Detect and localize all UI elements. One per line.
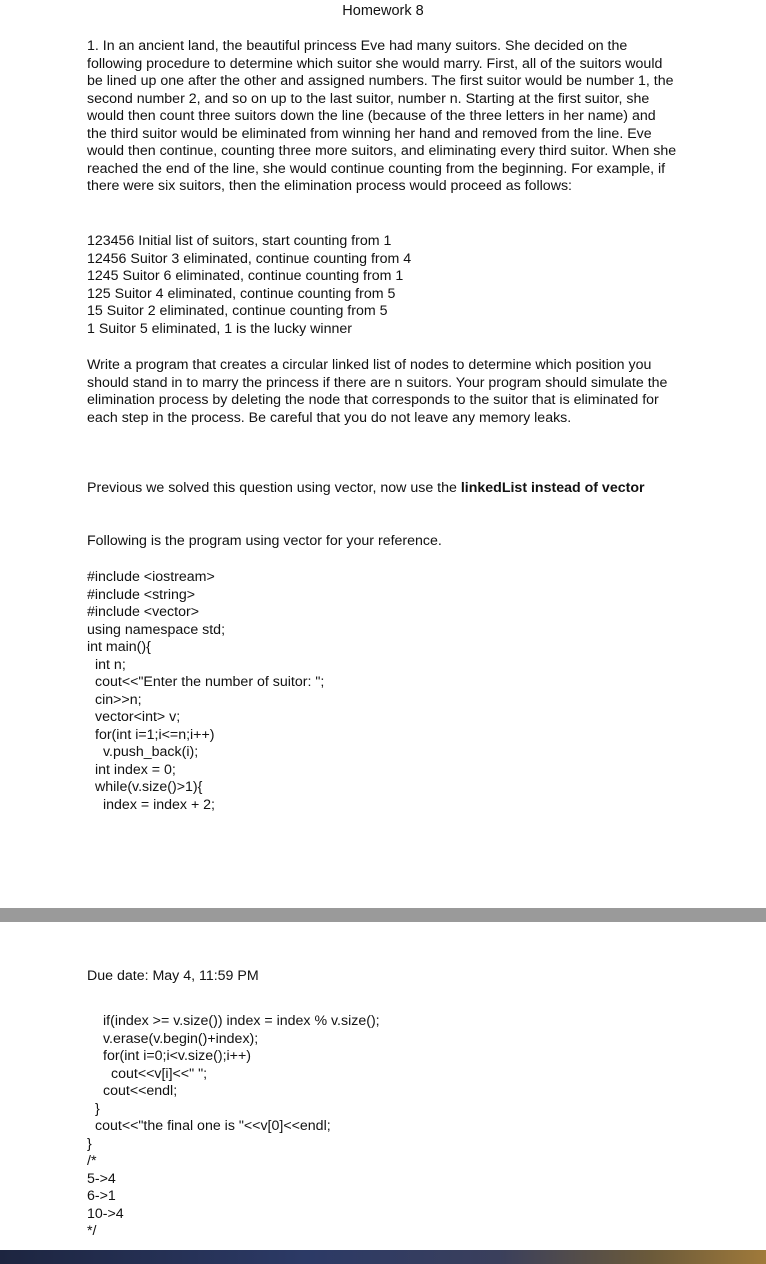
code-line: v.erase(v.begin()+index); xyxy=(103,1030,259,1047)
page-separator xyxy=(0,908,766,922)
code-line: 10->4 xyxy=(87,1205,124,1222)
code-line: 6->1 xyxy=(87,1188,116,1204)
previous-note xyxy=(87,480,679,498)
code-line: using namespace std; xyxy=(87,621,226,638)
code-line: } xyxy=(95,1100,100,1117)
step-line: 15 Suitor 2 eliminated, continue counting from 5 xyxy=(87,303,388,319)
previous-note-text: Previous we solved this question using vector, now use the xyxy=(87,480,461,496)
code-line: int index = 0; xyxy=(95,761,176,778)
step-line: 1 Suitor 5 eliminated, 1 is the lucky winner xyxy=(87,320,352,337)
problem-paragraph: 1. In an ancient land, the beautiful princess Eve had many suitors. She decided on the following procedure to determine which suitor she would marry. First, all of the suitors would be lined up one after the other and assigned numbers. The first suitor would be number 1, the second number 2, and so on up to the last suitor, number n. Starting at the first suitor, she would then count three suitors down the line (because of the three letters in her name) and the third suitor would be eliminated from winning her hand and removed from the line. Eve would then continue, counting three more suitors, and eliminating every third suitor. When she reached the end of the line, she would continue counting from the beginning. For example, if there were six suitors, then the elimination process would proceed as follows: xyxy=(87,38,681,194)
code-line: #include <string> xyxy=(87,586,196,603)
code-line: 5->4 xyxy=(87,1170,116,1187)
code-line: /* xyxy=(87,1153,97,1169)
step-line: 1245 Suitor 6 eliminated, continue counting from 1 xyxy=(87,268,404,284)
desktop-background-strip xyxy=(0,1250,766,1264)
step-line: 12456 Suitor 3 eliminated, continue counting from 4 xyxy=(87,250,412,267)
step-line: 125 Suitor 4 eliminated, continue counting from 5 xyxy=(87,285,396,302)
code-line: cout<<endl; xyxy=(103,1083,178,1099)
code-line: index = index + 2; xyxy=(103,796,216,813)
code-line: #include <iostream> xyxy=(87,569,215,585)
code-line: vector<int> v; xyxy=(95,709,181,725)
due-date: Due date: May 4, 11:59 PM xyxy=(87,968,259,984)
reference-note: Following is the program using vector for your reference. xyxy=(87,533,442,549)
code-block-1 xyxy=(87,569,324,814)
code-line: v.push_back(i); xyxy=(103,744,199,760)
step-line: 123456 Initial list of suitors, start counting from 1 xyxy=(87,233,392,249)
code-line: for(int i=1;i<=n;i++) xyxy=(95,726,215,743)
code-line: while(v.size()>1){ xyxy=(95,779,203,795)
code-line: int main(){ xyxy=(87,639,151,655)
code-line: for(int i=0;i<v.size();i++) xyxy=(103,1048,251,1064)
elimination-steps xyxy=(87,233,411,338)
code-line: if(index >= v.size()) index = index % v.size(); xyxy=(103,1013,380,1029)
code-line: #include <vector> xyxy=(87,604,199,620)
code-block-2 xyxy=(87,1013,380,1241)
code-line: */ xyxy=(87,1223,97,1239)
document-page-2 xyxy=(0,922,766,1250)
code-line: cout<<"Enter the number of suitor: "; xyxy=(95,674,325,690)
page-title: Homework 8 xyxy=(342,3,424,19)
task-paragraph: Write a program that creates a circular linked list of nodes to determine which position you should stand in to marry the princess if there are n suitors. Your program should simulate the elimination process by deleting the node that corresponds to the suitor that is eliminated for each step in the process. Be careful that you do not leave any memory leaks. xyxy=(87,357,672,426)
code-line: int n; xyxy=(95,656,126,673)
code-line: } xyxy=(87,1135,92,1152)
previous-note-bold: linkedList instead of vector xyxy=(460,480,645,496)
code-line: cout<<"the final one is "<<v[0]<<endl; xyxy=(95,1118,331,1134)
code-line: cin>>n; xyxy=(95,691,142,708)
code-line: cout<<v[i]<<" "; xyxy=(111,1065,208,1082)
